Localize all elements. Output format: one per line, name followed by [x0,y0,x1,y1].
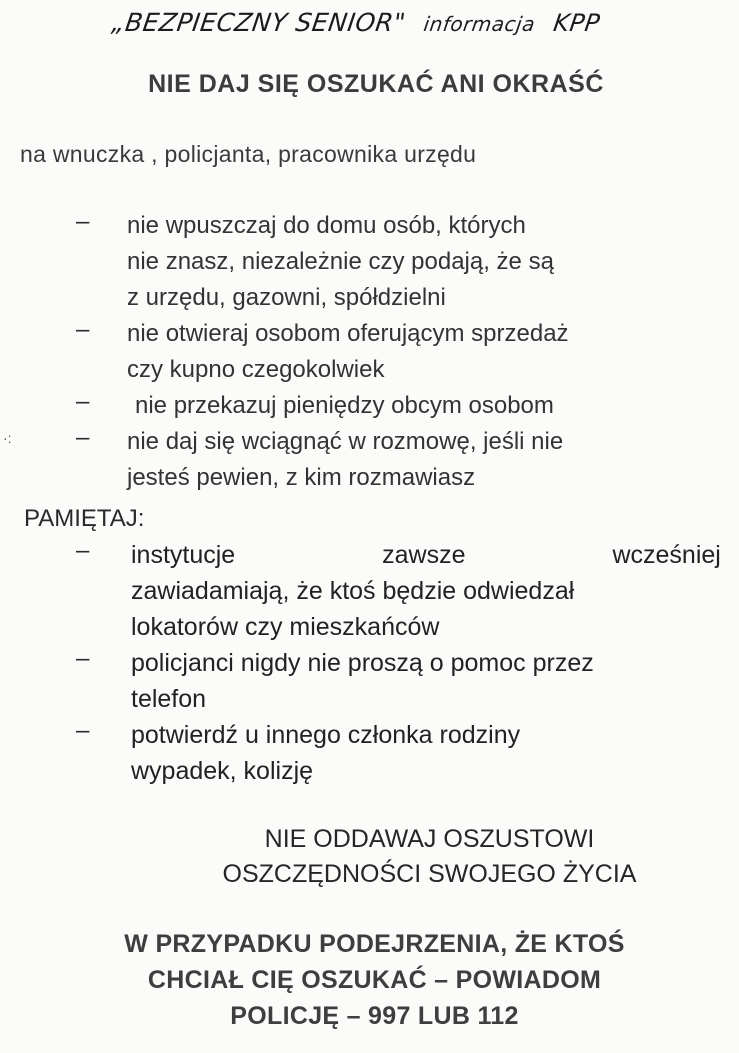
text-line: jesteś pewien, z kim rozmawiasz [127,464,476,491]
list-item [0,388,739,424]
text-line: nie znasz, niezależnie czy podają, że są [127,248,554,275]
text-line: zawiadamiają, że ktoś będzie odwiedzał [131,577,575,605]
scan-speck: ·: [3,430,12,446]
headline-text: NIE DAJ SIĘ OSZUKAĆ ANI OKRAŚĆ [148,70,604,98]
remember-list [0,537,739,789]
warning-line: W PRZYPADKU PODEJRZENIA, ŻE KTOŚ [124,930,625,958]
dash-bullet: – [76,388,90,415]
text-line: potwierdź u innego członka rodziny [131,721,521,749]
list-item [0,208,739,316]
list-item [0,717,739,789]
list-item-text [127,316,722,388]
text-line: nie daj się wciągnąć w rozmowę, jeśli nie [127,428,564,455]
dash-bullet: – [76,208,90,235]
list-item-text [127,208,722,316]
warning-line: CHCIAŁ CIĘ OSZUKAĆ – POWIADOM [147,966,602,994]
closing-message [0,822,739,892]
closing-line: OSZCZĘDNOŚCI SWOJEGO ŻYCIA [222,860,637,888]
closing-line: NIE ODDAWAJ OSZUSTOWI [264,825,595,853]
dash-bullet: – [76,717,90,744]
text-line: telefon [131,685,207,713]
text-line: czy kupno czegokolwiek [127,356,385,383]
list-item [0,424,739,496]
dash-bullet: – [76,316,90,343]
text-line: z urzędu, gazowni, spółdzielni [127,284,446,311]
list-item [0,537,739,645]
main-headline [0,70,739,99]
list-item [0,645,739,717]
text-line: nie przekazuj pieniędzy obcym osobom [135,392,554,419]
dash-bullet: – [76,537,90,564]
handwritten-header [110,8,602,37]
dash-bullet: – [76,424,90,451]
text-line: instytucje zawsze wcześniej [131,541,721,569]
advice-list [0,208,739,496]
handwritten-title: „BEZPIECZNY SENIOR" [109,8,408,37]
list-item-text [131,537,722,645]
text-line: wypadek, kolizję [131,757,314,785]
police-warning [0,926,739,1034]
subtitle: na wnuczka , policjanta, pracownika urzędu [20,141,477,167]
text-line: nie otwieraj osobom oferującym sprzedaż [127,320,569,347]
text-line: policjanci nigdy nie proszą o pomoc przez [131,649,594,677]
list-item-text [127,424,722,496]
handwritten-info: informacja [422,12,537,36]
text-line: nie wpuszczaj do domu osób, których [127,212,526,239]
list-item-text [131,645,722,717]
remember-label: PAMIĘTAJ: [24,505,145,532]
handwritten-org: KPP [551,9,602,37]
warning-line: POLICJĘ – 997 LUB 112 [230,1002,519,1030]
list-item-text [131,717,722,789]
text-line: lokatorów czy mieszkańców [131,613,440,641]
list-item [0,316,739,388]
list-item-text [127,388,722,424]
dash-bullet: – [76,645,90,672]
